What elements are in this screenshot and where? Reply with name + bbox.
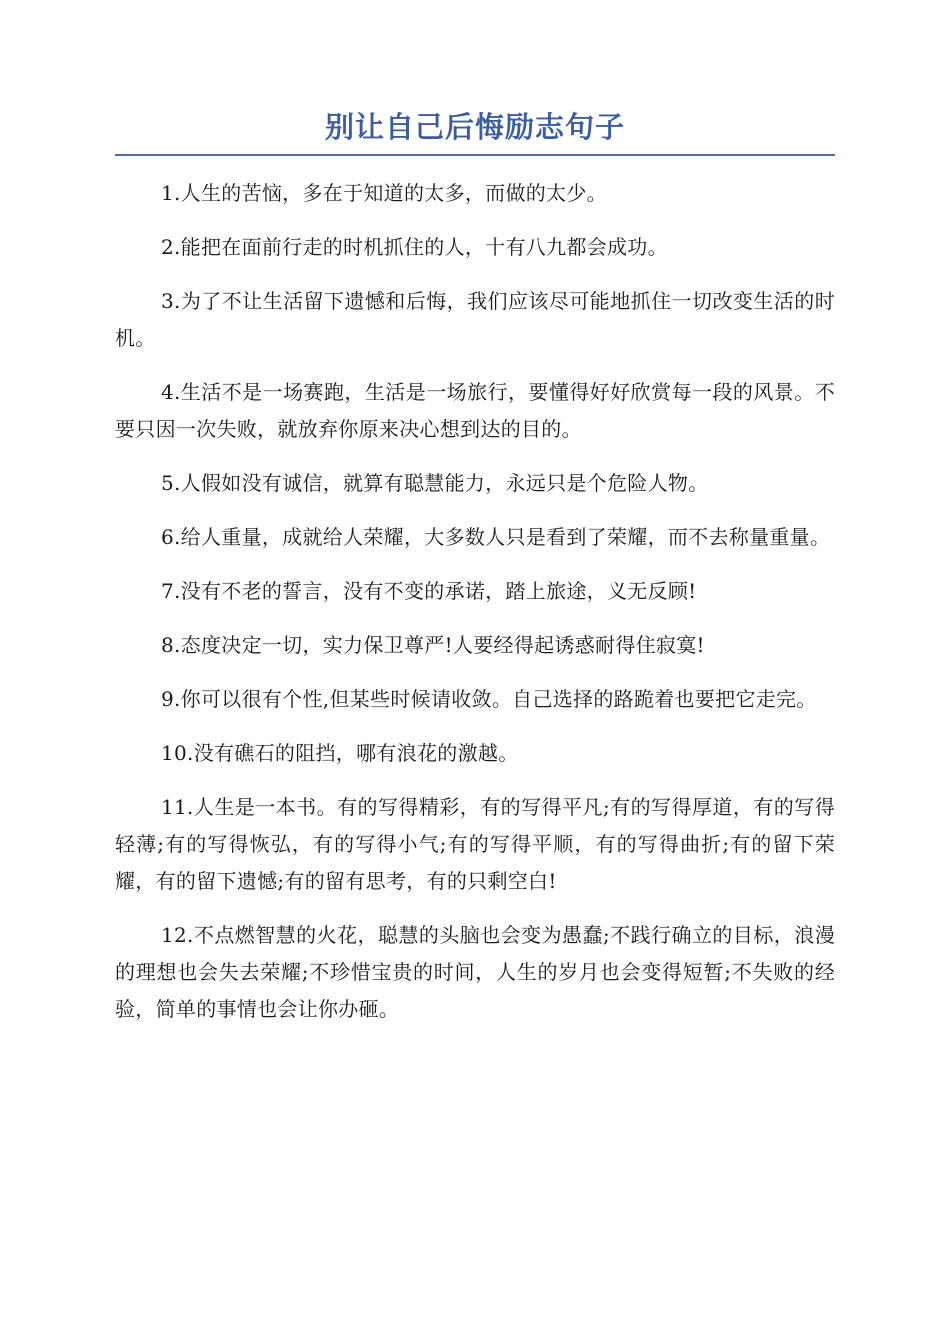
paragraph-1: 1.人生的苦恼，多在于知道的太多，而做的太少。	[161, 181, 607, 205]
paragraph-10: 10.没有礁石的阻挡，哪有浪花的激越。	[161, 741, 519, 765]
paragraph-6: 6.给人重量，成就给人荣耀，大多数人只是看到了荣耀，而不去称量重量。	[161, 525, 831, 549]
paragraph-5: 5.人假如没有诚信，就算有聪慧能力，永远只是个危险人物。	[161, 471, 709, 495]
paragraph-12: 12.不点燃智慧的火花，聪慧的头脑也会变为愚蠢;不践行确立的目标，浪漫的理想也会失去荣耀;不珍惜宝贵的时间，人生的岁月也会变得短暂;不失败的经验，简单的事情也会让你办砸。	[115, 923, 835, 1021]
document-body	[115, 175, 835, 1045]
paragraph-9: 9.你可以很有个性,但某些时候请收敛。自己选择的路跪着也要把它走完。	[161, 687, 817, 711]
paragraph-7: 7.没有不老的誓言，没有不变的承诺，踏上旅途，义无反顾!	[161, 579, 697, 603]
paragraph-8: 8.态度决定一切，实力保卫尊严!人要经得起诱惑耐得住寂寞!	[161, 633, 705, 657]
paragraph-4: 4.生活不是一场赛跑，生活是一场旅行，要懂得好好欣赏每一段的风景。不要只因一次失败，就放弃你原来决心想到达的目的。	[115, 380, 835, 441]
paragraph-11: 11.人生是一本书。有的写得精彩，有的写得平凡;有的写得厚道，有的写得轻薄;有的写得恢弘，有的写得小气;有的写得平顺，有的写得曲折;有的留下荣耀，有的留下遗憾;有的留有思考，有的只剩空白!	[115, 795, 835, 893]
document-title: 别让自己后悔励志句子	[324, 110, 625, 144]
paragraph-2: 2.能把在面前行走的时机抓住的人，十有八九都会成功。	[161, 235, 668, 259]
paragraph-3: 3.为了不让生活留下遗憾和后悔，我们应该尽可能地抓住一切改变生活的时机。	[115, 289, 835, 350]
title-block	[115, 106, 835, 156]
